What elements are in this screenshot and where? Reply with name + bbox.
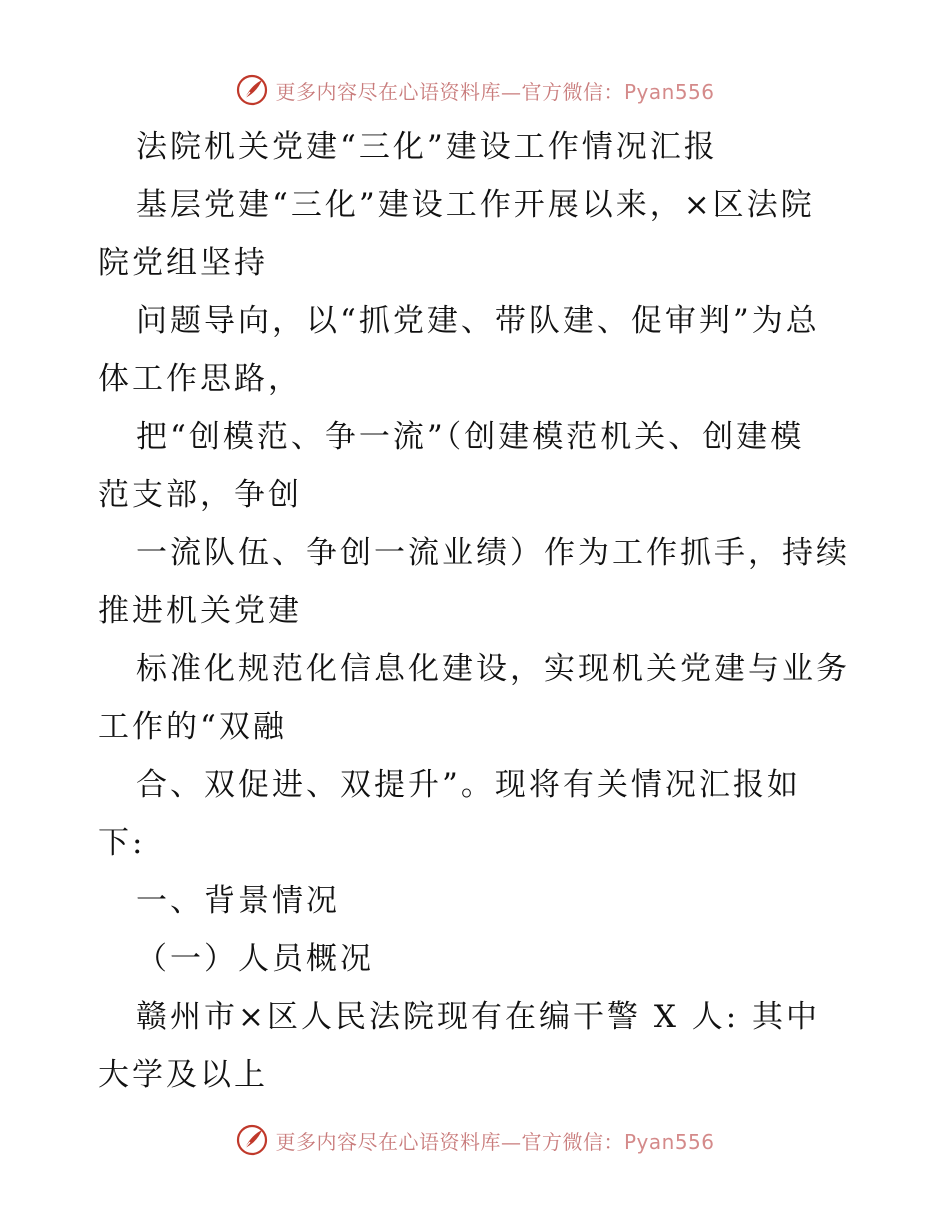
paragraph-line: 基层党建“三化”建设工作开展以来，×区法院 — [136, 187, 815, 223]
paragraph-line: 赣州市×区人民法院现有在编干警 X 人: 其中 — [136, 999, 821, 1035]
paragraph-line: 合、双促进、双提升”。现将有关情况汇报如 — [136, 767, 801, 803]
paragraph-line: 下: — [98, 825, 146, 861]
paragraph-line: 范支部，争创 — [98, 477, 302, 513]
quill-logo-icon — [235, 73, 269, 107]
section-heading: 一、背景情况 — [136, 883, 340, 919]
paragraph-line: 体工作思路， — [98, 361, 302, 397]
watermark-label: 官方微信： — [521, 79, 624, 104]
watermark-main: 更多内容尽在心语资料库 — [275, 1129, 501, 1154]
paragraph-line: 院党组坚持 — [98, 245, 268, 281]
quill-logo-icon — [235, 1123, 269, 1157]
watermark-group — [235, 1123, 714, 1157]
paragraph-line: 一流队伍、争创一流业绩）作为工作抓手，持续 — [136, 535, 850, 571]
watermark-label: 官方微信： — [521, 1129, 624, 1154]
watermark-id: Pyan556 — [623, 79, 715, 104]
paragraph-line: 推进机关党建 — [98, 593, 302, 629]
header-watermark — [0, 70, 950, 110]
watermark-id: Pyan556 — [623, 1129, 715, 1154]
watermark-group — [235, 73, 714, 107]
paragraph-line: 问题导向，以“抓党建、带队建、促审判”为总 — [136, 303, 820, 339]
footer-watermark — [0, 1120, 950, 1160]
watermark-main: 更多内容尽在心语资料库 — [275, 79, 501, 104]
watermark-text — [275, 1126, 714, 1155]
paragraph-line: 把“创模范、争一流”（创建模范机关、创建模 — [136, 419, 805, 455]
paragraph-line: 标准化规范化信息化建设，实现机关党建与业务 — [136, 651, 850, 687]
document-body — [98, 118, 858, 1104]
subsection-heading: （一）人员概况 — [136, 941, 374, 977]
paragraph-line: 工作的“双融 — [98, 709, 287, 745]
watermark-text — [275, 76, 714, 105]
watermark-separator: — — [500, 1129, 522, 1154]
document-title: 法院机关党建“三化”建设工作情况汇报 — [136, 129, 718, 165]
watermark-separator: — — [500, 79, 522, 104]
paragraph-line: 大学及以上 — [98, 1057, 268, 1093]
